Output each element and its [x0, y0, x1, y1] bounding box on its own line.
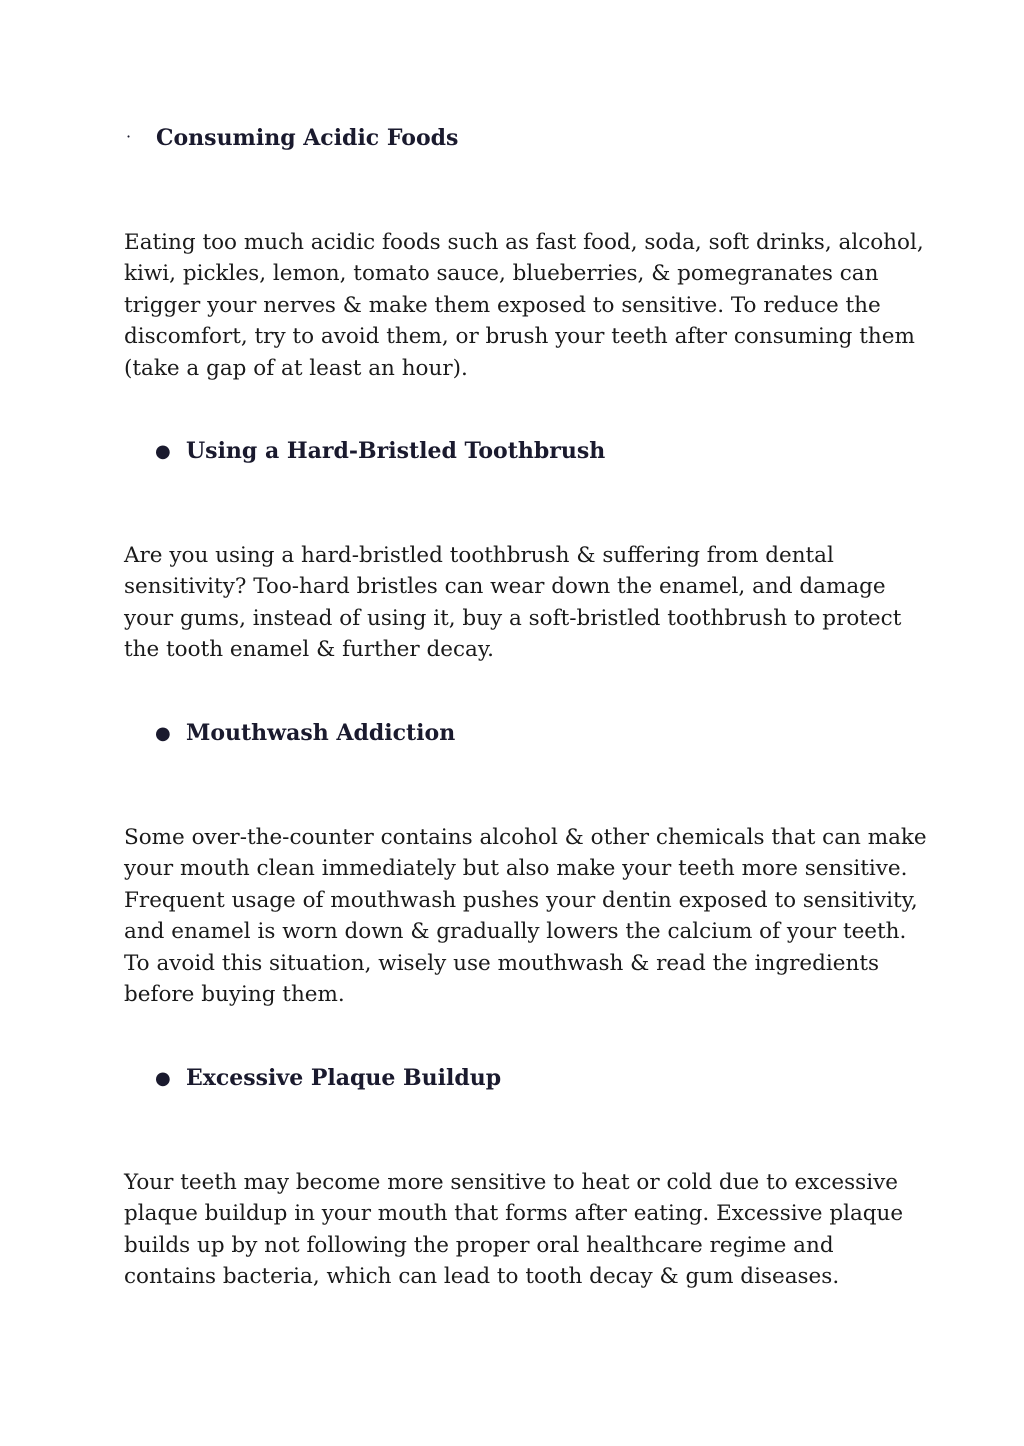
paragraph-line: To avoid this situation, wisely use mouthwash & read the ingredients: [124, 950, 879, 976]
paragraph-line: plaque buildup in your mouth that forms after eating. Excessive plaque: [124, 1201, 904, 1227]
paragraph-line: builds up by not following the proper oral healthcare regime and: [124, 1232, 834, 1258]
paragraph-line: Your teeth may become more sensitive to heat or cold due to excessive: [124, 1170, 898, 1195]
bullet-marker: ●: [155, 723, 171, 744]
paragraph-line: before buying them.: [124, 982, 345, 1008]
paragraph-line: Are you using a hard-bristled toothbrush & suffering from dental: [124, 543, 834, 568]
bullet-marker: ●: [155, 1068, 171, 1089]
paragraph-line: kiwi, pickles, lemon, tomato sauce, blueberries, & pomegranates can: [124, 261, 879, 287]
paragraph-line: discomfort, try to avoid them, or brush your teeth after consuming them: [124, 324, 915, 350]
section-heading-mouthwash-addiction: Mouthwash Addiction: [186, 720, 456, 746]
bullet-marker: ●: [155, 441, 171, 462]
paragraph-line: Some over-the-counter contains alcohol & other chemicals that can make: [124, 825, 927, 850]
bullet-marker: ·: [126, 127, 132, 146]
paragraph-line: your gums, instead of using it, buy a soft-bristled toothbrush to protect: [124, 605, 902, 631]
paragraph-line: Frequent usage of mouthwash pushes your dentin exposed to sensitivity,: [124, 887, 918, 913]
paragraph-line: trigger your nerves & make them exposed to sensitive. To reduce the: [124, 292, 881, 318]
paragraph-line: Eating too much acidic foods such as fast food, soda, soft drinks, alcohol,: [124, 230, 924, 255]
section-paragraph-acidic-foods: [124, 227, 924, 384]
section-heading-acidic-foods: Consuming Acidic Foods: [156, 125, 459, 151]
paragraph-line: contains bacteria, which can lead to tooth decay & gum diseases.: [124, 1264, 840, 1290]
paragraph-line: the tooth enamel & further decay.: [124, 637, 494, 663]
section-heading-plaque-buildup: Excessive Plaque Buildup: [186, 1065, 502, 1091]
paragraph-line: and enamel is worn down & gradually lowers the calcium of your teeth.: [124, 919, 907, 945]
section-paragraph-plaque-buildup: [124, 1167, 914, 1293]
paragraph-line: your mouth clean immediately but also make your teeth more sensitive.: [124, 856, 908, 882]
paragraph-line: (take a gap of at least an hour).: [124, 355, 468, 381]
section-paragraph-mouthwash-addiction: [124, 822, 927, 1010]
paragraph-line: sensitivity? Too-hard bristles can wear down the enamel, and damage: [124, 574, 886, 600]
section-paragraph-hard-bristled-toothbrush: [124, 540, 914, 666]
section-heading-hard-bristled-toothbrush: Using a Hard-Bristled Toothbrush: [186, 438, 606, 464]
